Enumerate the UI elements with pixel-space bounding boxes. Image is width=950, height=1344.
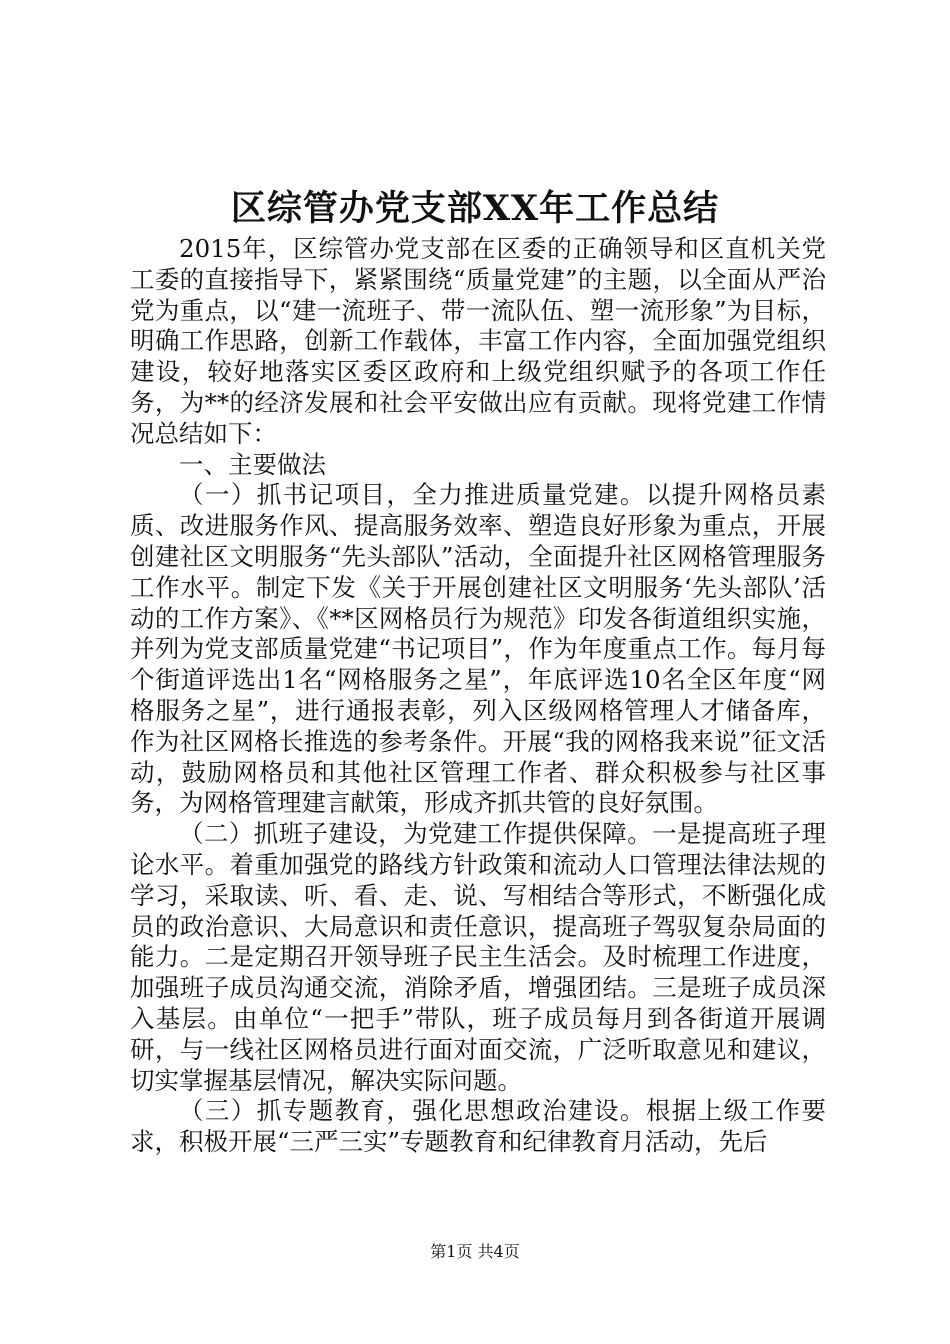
document-body <box>130 234 826 1158</box>
paragraph-item-2: （二）抓班子建设，为党建工作提供保障。一是提高班子理论水平。着重加强党的路线方针政策和流动人口管理法律法规的学习，采取读、听、看、走、说、写相结合等形式，不断强化成员的政治意识、大局意识和责任意识，提高班子驾驭复杂局面的能力。二是定期召开领导班子民主生活会。及时梳理工作进度，加强班子成员沟通交流，消除矛盾，增强团结。三是班子成员深入基层。由单位“一把手”带队，班子成员每月到各街道开展调研，与一线社区网格员进行面对面交流，广泛听取意见和建议，切实掌握基层情况，解决实际问题。 <box>130 819 826 1095</box>
page-number: 第1页 共4页 <box>430 1242 520 1261</box>
document-title: 区综管办党支部XX年工作总结 <box>230 188 720 229</box>
section-heading: 一、主要做法 <box>179 449 326 479</box>
paragraph-intro: 2015年，区综管办党支部在区委的正确领导和区直机关党工委的直接指导下，紧紧围绕“质量党建”的主题，以全面从严治党为重点，以“建一流班子、带一流队伍、塑一流形象”为目标，明确工作思路，创新工作载体，丰富工作内容，全面加强党组织建设，较好地落实区委区政府和上级党组织赋予的各项工作任务，为**的经济发展和社会平安做出应有贡献。现将党建工作情况总结如下： <box>130 234 826 448</box>
paragraph-item-1: （一）抓书记项目，全力推进质量党建。以提升网格员素质、改进服务作风、提高服务效率、塑造良好形象为重点，开展创建社区文明服务“先头部队”活动，全面提升社区网格管理服务工作水平。制定下发《关于开展创建社区文明服务‘先头部队’活动的工作方案》、《**区网格员行为规范》印发各街道组织实施，并列为党支部质量党建“书记项目”，作为年度重点工作。每月每个街道评选出1名“网格服务之星”，年底评选10名全区年度“网格服务之星”，进行通报表彰，列入区级网格管理人才储备库，作为社区网格长推选的参考条件。开展“我的网格我来说”征文活动，鼓励网格员和其他社区管理工作者、群众积极参与社区事务，为网格管理建言献策，形成齐抓共管的良好氛围。 <box>130 480 826 818</box>
paragraph-item-3: （三）抓专题教育，强化思想政治建设。根据上级工作要求，积极开展“三严三实”专题教育和纪律教育月活动，先后 <box>130 1096 826 1157</box>
